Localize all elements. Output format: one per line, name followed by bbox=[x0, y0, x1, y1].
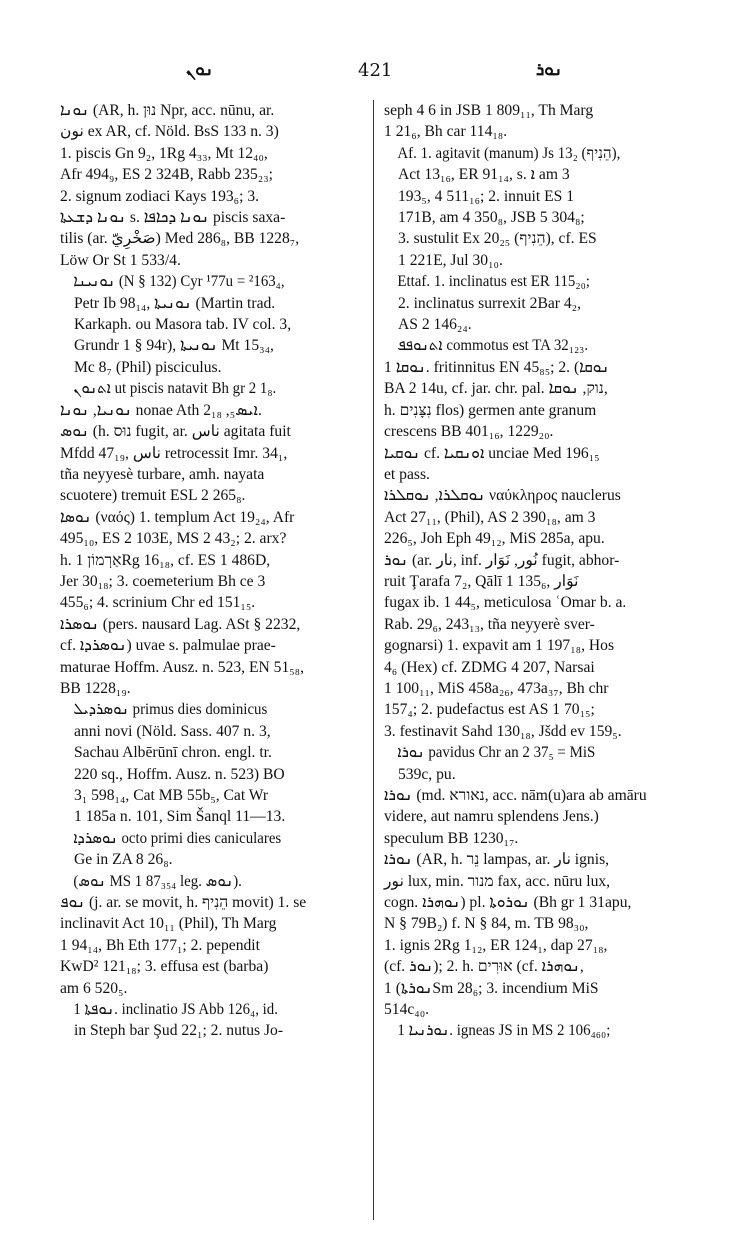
entry-line: Ge in ZA 8 26₈. bbox=[74, 851, 173, 869]
entry-line: Mc 8₇ (Phil) pisciculus. bbox=[74, 358, 222, 376]
entry-line: et pass. bbox=[384, 465, 430, 483]
entry-line: anni novi (Nöld. Sass. 407 n. 3, bbox=[74, 722, 271, 740]
dictionary-entry bbox=[384, 785, 706, 849]
dictionary-entry bbox=[60, 271, 360, 378]
dictionary-entry bbox=[60, 378, 360, 399]
entry-line: ܢܘܪܐ pavidus Chr an 2 37₅ = MiS bbox=[397, 744, 596, 762]
dictionary-entry bbox=[384, 357, 706, 443]
entry-line: 539c, pu. bbox=[398, 765, 456, 783]
entry-line: Sachau Albērūnī chron. engl. tr. bbox=[74, 744, 272, 762]
entry-line: cf. ܢܘܣܪܕܐ) uvae s. palmulae prae- bbox=[60, 637, 276, 655]
entry-line: ܢܘܣܐ (ναός) 1. templum Act 19₂₄, Afr bbox=[60, 508, 295, 526]
entry-line: 4₆ (Hex) cf. ZDMG 4 207, Narsai bbox=[384, 658, 595, 676]
column-divider bbox=[373, 100, 374, 1220]
dictionary-entry bbox=[384, 335, 706, 356]
right-column bbox=[384, 100, 706, 1042]
entry-line: AS 2 146₂₄. bbox=[398, 316, 472, 334]
dictionary-entry bbox=[384, 485, 706, 549]
entry-line: Act 13₁₆, ER 91₁₄, s. ܐ am 3 bbox=[398, 166, 570, 184]
entry-line: Löw Or St 1 533/4. bbox=[60, 251, 181, 269]
entry-line: crescens BB 401₁₆, 1229₂₀. bbox=[384, 423, 554, 441]
page-number: 421 bbox=[358, 60, 393, 81]
entry-line: 2. inclinatus surrexit 2Bar 4₂, bbox=[398, 294, 581, 312]
dictionary-entry bbox=[60, 400, 360, 421]
entry-line: ܢܘܩܠܪܐ, ܢܘܩܠܪܐ ναύκληρος nauclerus bbox=[384, 487, 621, 505]
entry-line: BA 2 14u, cf. jar. chr. pal. נוק, ܢܘܩܐ, bbox=[384, 380, 608, 398]
entry-line: Afr 494₉, ES 2 324B, Rabb 235₂₃; bbox=[60, 166, 273, 184]
entry-line: ܢܘܣ (h. נוּס fugit, ar. ناس agitata fuit bbox=[60, 423, 291, 441]
dictionary-entry bbox=[384, 443, 706, 486]
entry-line: 1. ignis 2Rg 1₁₂, ER 124₁, dap 27₁₈, bbox=[384, 936, 608, 954]
entry-line: am 6 520₅. bbox=[60, 979, 128, 997]
entry-line: ܢܘܪܢܝܐ 1. igneas JS in MS 2 106₄₆₀; bbox=[397, 1022, 611, 1040]
entry-line: inclinavit Act 10₁₁ (Phil), Th Marg bbox=[60, 915, 277, 933]
running-headword-right: ܢܘܪ bbox=[536, 60, 563, 80]
dictionary-entry bbox=[384, 550, 706, 743]
entry-line: h. אַרְמוֹן 1Rg 16₁₈, cf. ES 1 486D, bbox=[60, 551, 271, 569]
entry-line: ܢܘܪ (ar. نار, inf. نُور, نَوَار fugit, abhor- bbox=[384, 551, 620, 569]
dictionary-entry bbox=[384, 1020, 706, 1041]
entry-line: ܢܘܣܪܕܝܠ primus dies dominicus bbox=[73, 701, 268, 719]
running-headword-left: ܢܘܢ bbox=[186, 60, 214, 80]
entry-line: seph 4 6 in JSB 1 809₁₁, Th Marg bbox=[384, 102, 594, 119]
page-header bbox=[0, 60, 750, 90]
entry-line: 3. sustulit Ex 20₂₅ (הֵנִיף), cf. ES bbox=[398, 230, 597, 248]
entry-line: 495₁₀, ES 2 103E, MS 2 43₂; 2. arx? bbox=[60, 530, 287, 548]
dictionary-entry bbox=[384, 143, 706, 271]
entry-line: h. נִצָּנִים flos) germen ante granum bbox=[384, 401, 597, 419]
entry-line: Karkaph. ou Masora tab. IV col. 3, bbox=[74, 316, 292, 334]
entry-line: 2. signum zodiaci Kays 193₆; 3. bbox=[60, 187, 260, 205]
entry-line: Mfdd 47₁₉, ناس retrocessit Imr. 34₁, bbox=[60, 444, 288, 462]
entry-line: نون ex AR, cf. Nöld. BsS 133 n. 3) bbox=[60, 123, 279, 141]
entry-line: 3. festinavit Sahd 130₁₈, Jšdd ev 159₅. bbox=[384, 722, 622, 740]
entry-line: ܢܘܢܝܢܐ (N § 132) Cyr ¹77u = ²163₄, bbox=[73, 273, 285, 291]
entry-line: ܢܘܢܐ (AR, h. נוּן Npr, acc. nūnu, ar. bbox=[60, 102, 275, 119]
entry-line: ܢܘܣܪܐ (pers. nausard Lag. ASt § 2232, bbox=[60, 615, 301, 633]
entry-line: 1 21₆, Bh car 114₁₈. bbox=[384, 123, 508, 141]
entry-line: 193₅, 4 511₁₆; 2. innuit ES 1 bbox=[398, 187, 575, 205]
dictionary-entry bbox=[60, 507, 360, 614]
entry-line: speculum BB 1230₁₇. bbox=[384, 829, 519, 847]
entry-line: maturae Hoffm. Ausz. n. 523, EN 51₅₈, bbox=[60, 658, 305, 676]
entry-line: ܢܘܪܐ (AR, h. נֵר lampas, ar. نار ignis, bbox=[384, 851, 610, 869]
left-column bbox=[60, 100, 360, 1042]
entry-line: 171B, am 4 350₈, JSB 5 304₈; bbox=[398, 209, 585, 227]
entry-line: 514c₄₀. bbox=[384, 1001, 430, 1019]
entry-line: ܐܬܢܘܢ ut piscis natavit Bh gr 2 1₈. bbox=[73, 380, 277, 398]
entry-line: ܢܘܢܝܐ, ܢܘܢܐ nonae Ath ܐܝܣ₅, 2₁₈. bbox=[60, 401, 262, 419]
entry-line: 220 sq., Hoffm. Ausz. n. 523) BO bbox=[74, 765, 285, 783]
entry-line: Af. 1. agitavit (manum) Js 13₂ (הֵנִיף), bbox=[397, 144, 621, 162]
entry-line: 1 221E, Jul 30₁₀. bbox=[398, 251, 503, 269]
entry-line: 1 185a n. 101, Sim Šanql 11—13. bbox=[74, 808, 286, 826]
entry-line: 3₁ 598₁₄, Cat MB 55b₅, Cat Wr bbox=[74, 787, 269, 804]
dictionary-entry bbox=[60, 999, 360, 1042]
entry-line: N § 79B₂) f. N § 84, m. TB 98₃₀, bbox=[384, 915, 589, 933]
entry-line: Act 27₁₁, (Phil), AS 2 390₁₈, am 3 bbox=[384, 508, 596, 526]
entry-line: (ܢܘܣ MS 1 87₃₅₄ leg. ܢܘܣ). bbox=[73, 872, 242, 890]
entry-line: 1 100₁₁, MiS 458a₂₆, 473a₃₇, Bh chr bbox=[384, 679, 609, 697]
entry-line: ܢܘܪܐ (md. נאורא, acc. nām(u)ara ab amāru bbox=[384, 787, 647, 804]
entry-line: Petr Ib 98₁₄, ܢܘܢܝܬܐ (Martin trad. bbox=[74, 294, 276, 312]
entry-line: KwD² 121₁₈; 3. effusa est (barba) bbox=[60, 958, 269, 976]
entry-line: نور lux, min. מנור fax, acc. nūru lux, bbox=[384, 872, 611, 890]
entry-line: ܢܘܦ (j. ar. se movit, h. הֵנִיף movit) 1. se bbox=[60, 894, 307, 912]
entry-line: Grundr 1 § 94r), ܢܘܢܝܬܐ Mt 15₃₄, bbox=[74, 337, 274, 355]
dictionary-entry bbox=[60, 892, 360, 999]
entry-line: gognarsi) 1. expavit am 1 197₁₈, Hos bbox=[384, 637, 615, 655]
entry-line: Ettaf. 1. inclinatus est ER 115₂₀; bbox=[397, 273, 590, 291]
entry-line: tña neyyesè turbare, amh. nayata bbox=[60, 465, 265, 483]
dictionary-entry bbox=[60, 699, 360, 827]
entry-line: videre, aut namru splendens Jens.) bbox=[384, 808, 599, 826]
entry-line: 1. piscis Gn 9₂, 1Rg 4₃₃, Mt 12₄₀, bbox=[60, 144, 268, 162]
entry-line: 157₄; 2. pudefactus est AS 1 70₁₅; bbox=[384, 701, 595, 719]
entry-line: Jer 30₁₈; 3. coemeterium Bh ce 3 bbox=[60, 572, 266, 590]
entry-line: ܢܘܪܬܐ) 1Sm 28₆; 3. incendium MiS bbox=[384, 979, 599, 997]
dictionary-entry bbox=[60, 614, 360, 700]
entry-line: ܢܘܩܐ 1. fritinnitus EN 45₈₅; 2. (ܢܘܩܐ bbox=[384, 358, 610, 376]
dictionary-entry bbox=[60, 421, 360, 507]
entry-line: ܐܬܢܘܦܦ commotus est TA 32₁₂₃. bbox=[397, 337, 589, 355]
dictionary-entry bbox=[384, 271, 706, 335]
entry-line: 226₅, Joh Eph 49₁₂, MiS 285a, apu. bbox=[384, 530, 605, 548]
entry-line: BB 1228₁₉. bbox=[60, 679, 131, 697]
entry-line: ܢܘܣܪܕܐ octo primi dies caniculares bbox=[73, 829, 282, 847]
dictionary-entry bbox=[60, 828, 360, 871]
dictionary-entry bbox=[384, 742, 706, 785]
entry-line: (cf. ܢܘܪ); 2. h. אוּרִים (cf. ܢܘܗܪܐ, bbox=[384, 958, 584, 976]
entry-line: ܢܘܩܝܐ cf. ܐܘܢܩܝܐ unciae Med 196₁₅ bbox=[384, 444, 600, 462]
entry-line: ruit Ţarafa 7₂, Qālī 1 135₆, نَوَار bbox=[384, 572, 579, 590]
dictionary-entry bbox=[384, 100, 706, 143]
entry-line: 455₆; 4. scrinium Chr ed 151₁₅. bbox=[60, 594, 256, 612]
entry-line: ܢܘܦܬܐ 1. inclinatio JS Abb 126₄, id. bbox=[73, 1001, 278, 1019]
entry-line: ܢܘܢܐ ܕܫܥܬܐ s. ܢܘܢܐ ܕܟܐܦܐ piscis saxa- bbox=[60, 209, 286, 227]
entry-line: 1 94₁₄, Bh Eth 177₁; 2. pependit bbox=[60, 936, 260, 954]
dictionary-entry bbox=[384, 849, 706, 1020]
entry-line: tilis (ar. صَخْرِيّ) Med 286₈, BB 1228₇, bbox=[60, 230, 300, 248]
entry-line: cogn. ܢܘܗܪܐ) pl. ܢܘܪܘܬܐ (Bh gr 1 31apu, bbox=[384, 894, 632, 912]
dictionary-entry bbox=[60, 100, 360, 271]
entry-line: scuotere) tremuit ESL 2 265₈. bbox=[60, 487, 246, 505]
entry-line: fugax ib. 1 44₅, meticulosa ʿOmar b. a. bbox=[384, 594, 627, 612]
entry-line: Rab. 29₆, 243₁₃, tña neyyerè sver- bbox=[384, 615, 595, 633]
dictionary-entry bbox=[60, 871, 360, 892]
entry-line: in Steph bar Şud 22₁; 2. nutus Jo- bbox=[74, 1022, 284, 1040]
